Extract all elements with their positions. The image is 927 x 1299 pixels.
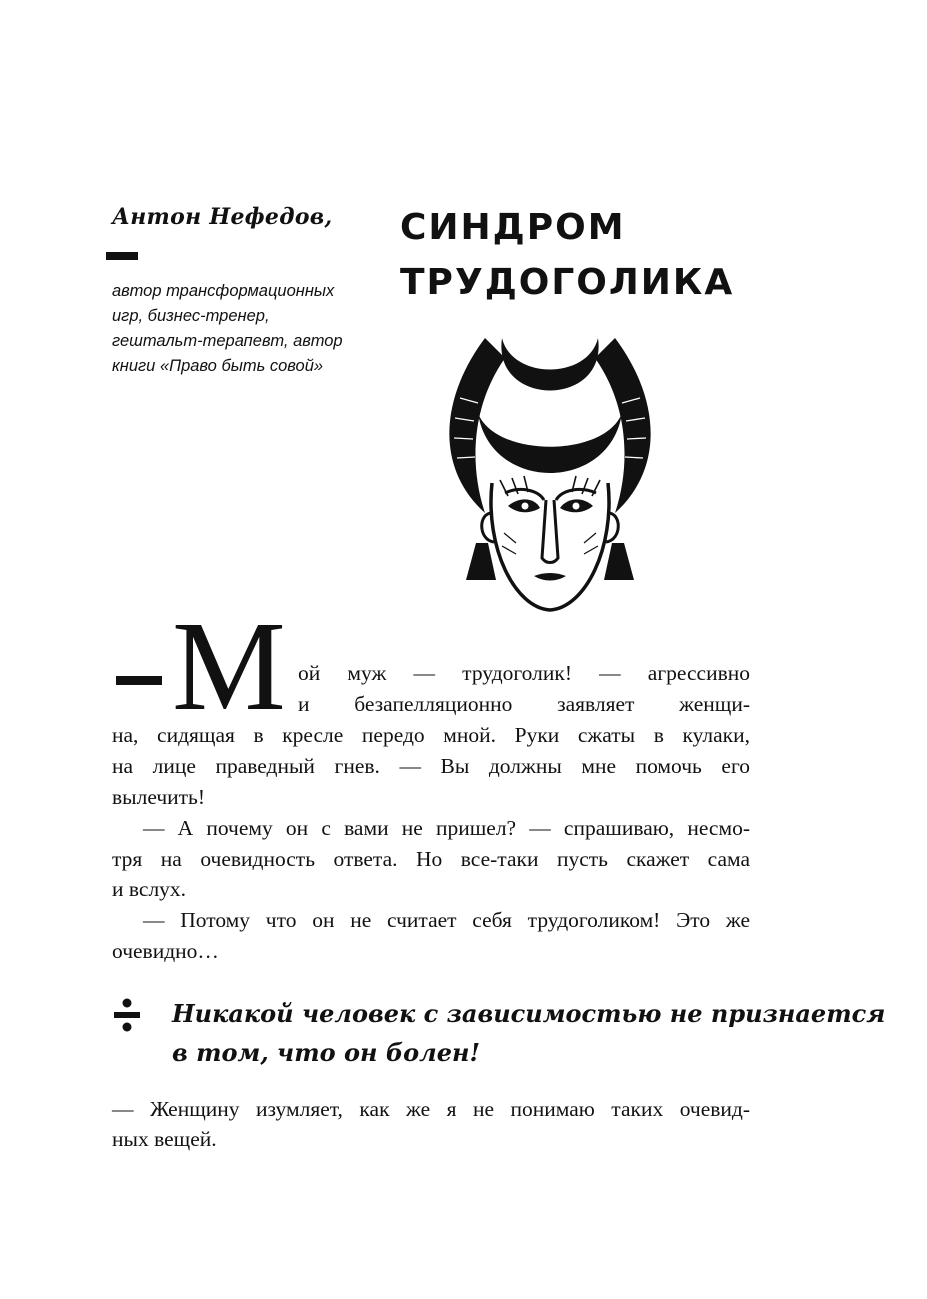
author-bio-line: автор трансформационных (112, 282, 335, 300)
body-line: очевидно… (112, 939, 219, 963)
body-line: ных вещей. (112, 1127, 217, 1151)
division-sign-icon (112, 996, 142, 1036)
author-bio-line: книги «Право быть совой» (112, 357, 324, 375)
pull-quote-line: Никакой человек с зависимостью не признается (172, 999, 886, 1028)
author-bio-line: игр, бизнес-тренер, (112, 307, 270, 325)
pull-quote (172, 994, 886, 1072)
author-name: Антон Нефедов, (112, 204, 333, 230)
dropcap-letter: М (172, 595, 286, 737)
body-line: — Женщину изумляет, как же я не понимаю таких очевид- (112, 1097, 750, 1121)
body-line: тря на очевидность ответа. Но все-таки пусть скажет сама (112, 847, 750, 871)
title-line: ТРУДОГОЛИКА (400, 262, 735, 303)
body-line: и вслух. (112, 877, 187, 901)
author-bio (112, 279, 362, 379)
body-line: на лице праведный гнев. — Вы должны мне помочь его (112, 754, 750, 778)
body-line: и безапелляционно заявляет женщи- (298, 692, 750, 716)
author-bio-line: гештальт-терапевт, автор (112, 332, 343, 350)
title-line: СИНДРОМ (400, 207, 626, 248)
author-dash (106, 252, 138, 260)
article-title (400, 200, 760, 310)
horned-face-with-crescent-icon (430, 318, 670, 614)
dropcap-dash (116, 676, 162, 685)
body-line: ой муж — трудоголик! — агрессивно (298, 661, 750, 685)
body-line: — Потому что он не считает себя трудоголиком! Это же (143, 908, 750, 932)
body-line: вылечить! (112, 785, 206, 809)
pull-quote-line: в том, что он болен! (172, 1038, 481, 1067)
body-line: — А почему он с вами не пришел? — спрашиваю, несмо- (143, 816, 750, 840)
body-line: на, сидящая в кресле передо мной. Руки сжаты в кулаки, (112, 723, 750, 747)
